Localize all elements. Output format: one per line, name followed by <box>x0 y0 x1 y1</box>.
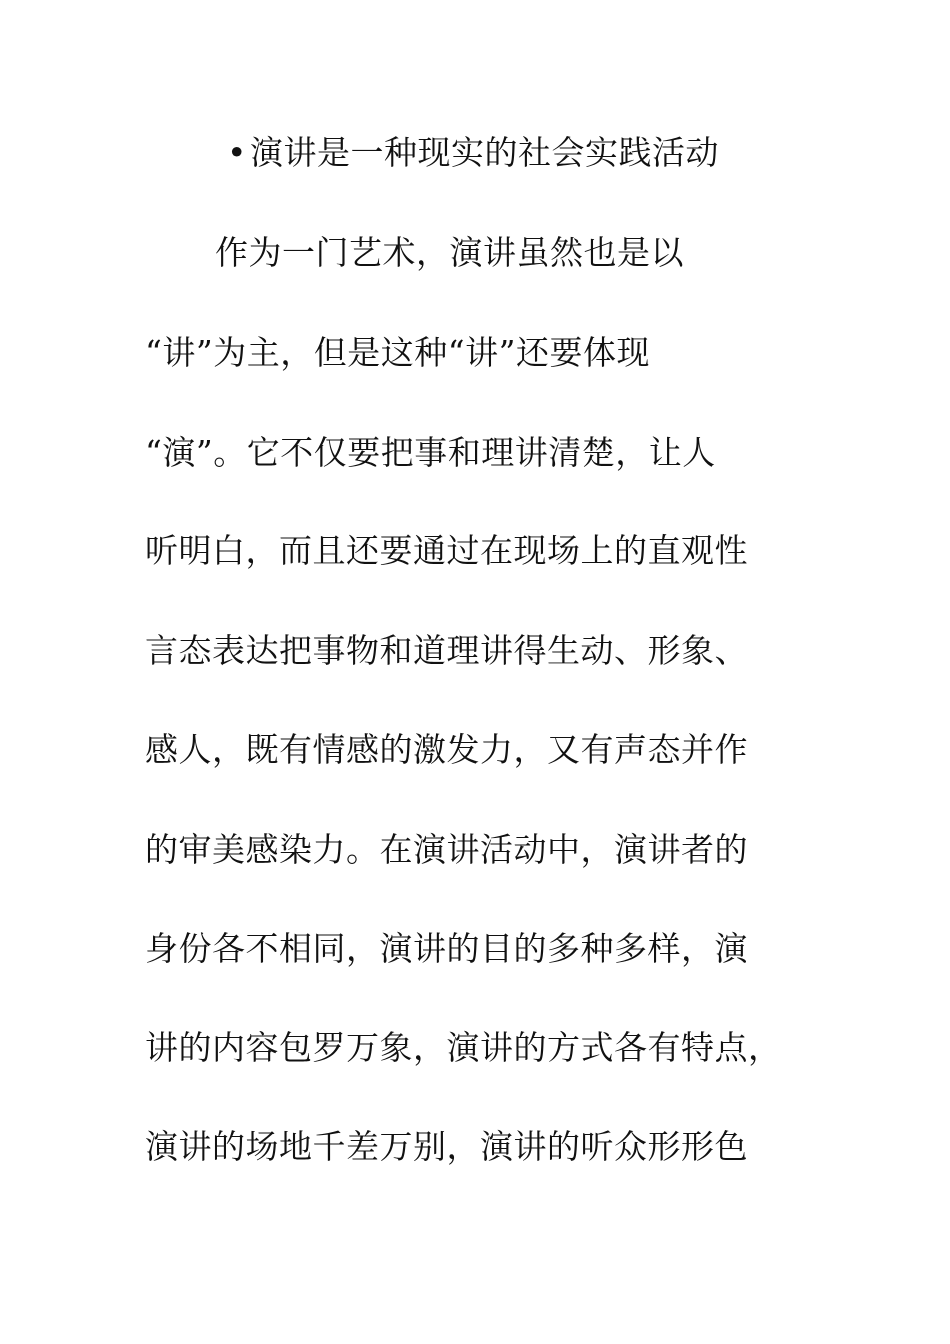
heading-text: 演讲是一种现实的社会实践活动 <box>250 133 719 172</box>
paragraph-line-4: 听明白，而且还要通过在现场上的直观性 <box>145 531 748 570</box>
paragraph-line-5: 言态表达把事物和道理讲得生动、形象、 <box>145 631 748 670</box>
paragraph-line-2: “讲”为主，但是这种“讲”还要体现 <box>145 333 650 372</box>
paragraph-line-10: 演讲的场地千差万别，演讲的听众形形色 <box>145 1127 748 1166</box>
paragraph-line-6: 感人，既有情感的激发力，又有声态并作 <box>145 730 748 769</box>
paragraph-line-7: 的审美感染力。在演讲活动中，演讲者的 <box>145 830 748 869</box>
paragraph-line-3: “演”。它不仅要把事和理讲清楚，让人 <box>145 433 716 472</box>
bullet-icon: • <box>227 133 247 172</box>
paragraph-line-1: 作为一门艺术，演讲虽然也是以 <box>215 233 684 272</box>
bullet-heading <box>224 133 719 173</box>
paragraph-line-9: 讲的内容包罗万象，演讲的方式各有特点， <box>145 1028 782 1067</box>
paragraph-line-8: 身份各不相同，演讲的目的多种多样，演 <box>145 929 748 968</box>
